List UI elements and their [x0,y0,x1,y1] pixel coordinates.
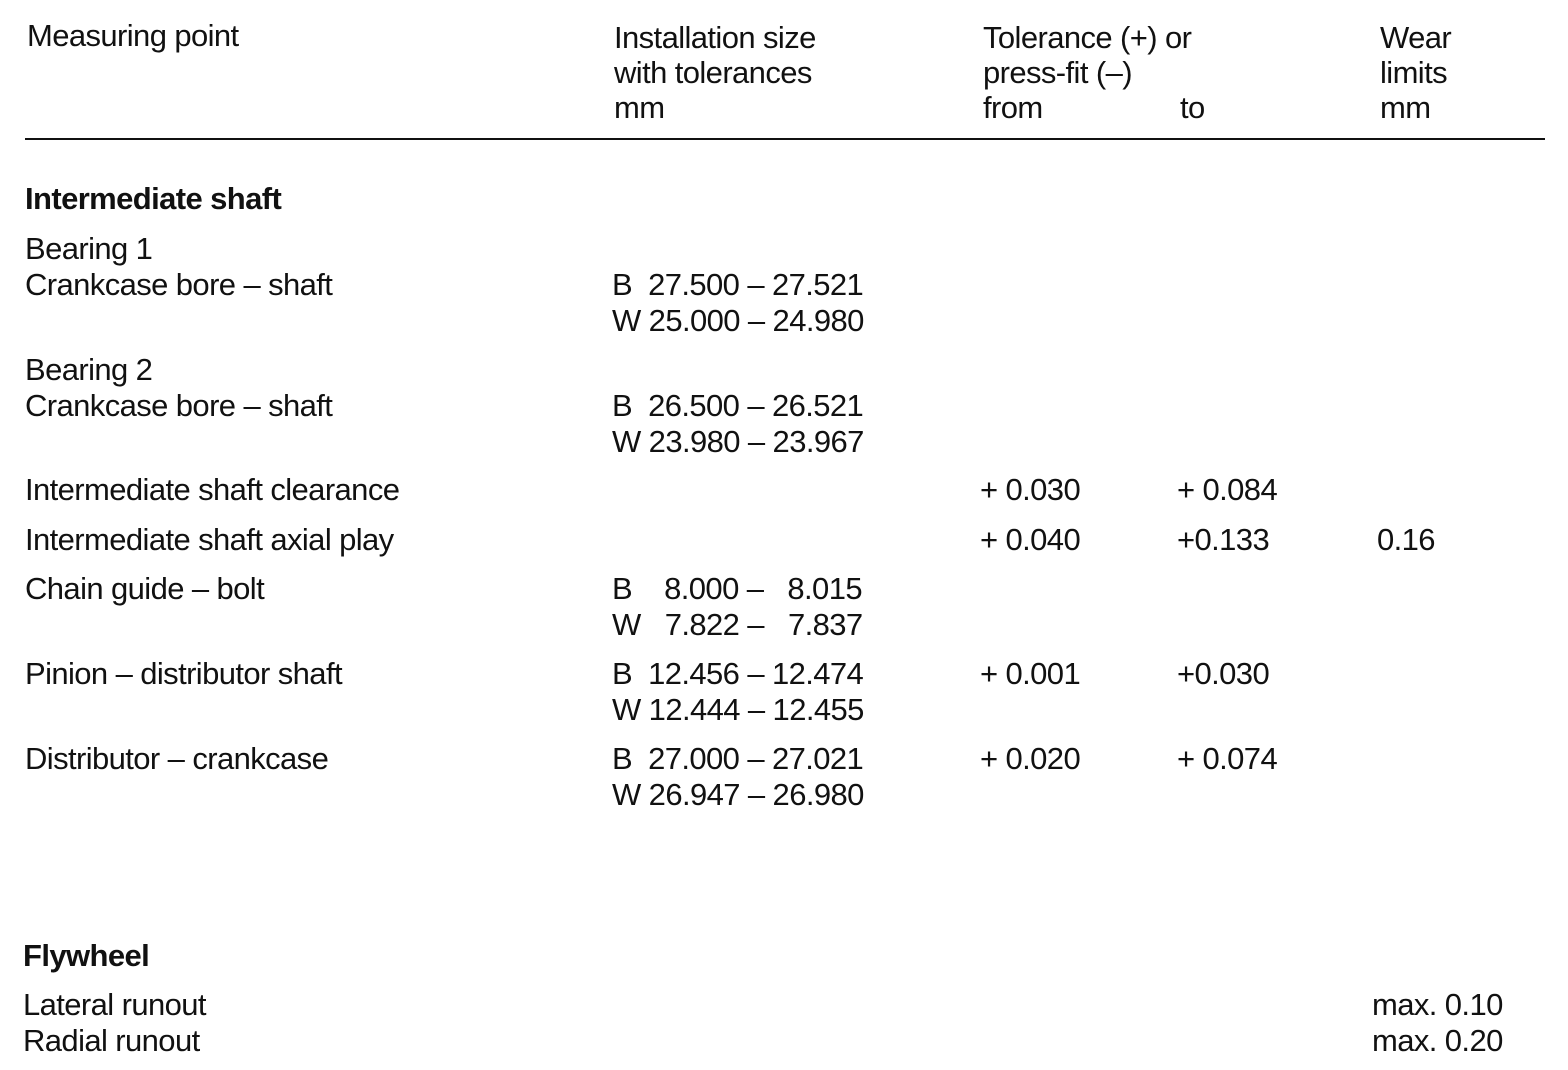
lateral-runout-label: Lateral runout [23,987,206,1022]
radial-runout-label: Radial runout [23,1023,200,1058]
pinion-size-b: B 12.456 – 12.474 [612,656,864,691]
header-measuring-point: Measuring point [27,18,239,53]
distributor-label: Distributor – crankcase [25,741,329,776]
header-mm: mm [614,90,665,125]
header-with-tolerances: with tolerances [614,55,812,90]
lateral-runout-wear: max. 0.10 [1372,987,1503,1022]
clearance-from: + 0.030 [980,472,1081,507]
pinion-to: +0.030 [1177,656,1270,691]
axial-play-from: + 0.040 [980,522,1081,557]
axial-play-to: +0.133 [1177,522,1270,557]
header-from: from [983,90,1043,125]
header-divider [25,138,1545,140]
axial-play-wear: 0.16 [1377,522,1435,557]
pinion-label: Pinion – distributor shaft [25,656,342,691]
clearance-to: + 0.084 [1177,472,1278,507]
bearing2-size-b: B 26.500 – 26.521 [612,388,864,423]
axial-play-label: Intermediate shaft axial play [25,522,394,557]
header-limits: limits [1380,55,1447,90]
header-wear-mm: mm [1380,90,1431,125]
bearing1-sublabel: Crankcase bore – shaft [25,267,333,302]
section-title-intermediate-shaft: Intermediate shaft [25,181,282,216]
chain-guide-size-b: B 8.000 – 8.015 [612,571,862,606]
bearing2-sublabel: Crankcase bore – shaft [25,388,333,423]
pinion-size-w: W 12.444 – 12.455 [612,692,864,727]
chain-guide-size-w: W 7.822 – 7.837 [612,607,863,642]
bearing2-label: Bearing 2 [25,352,153,387]
bearing2-size-w: W 23.980 – 23.967 [612,424,864,459]
pinion-from: + 0.001 [980,656,1081,691]
distributor-to: + 0.074 [1177,741,1278,776]
bearing1-size-w: W 25.000 – 24.980 [612,303,864,338]
distributor-size-w: W 26.947 – 26.980 [612,777,864,812]
distributor-size-b: B 27.000 – 27.021 [612,741,864,776]
chain-guide-label: Chain guide – bolt [25,571,265,606]
radial-runout-wear: max. 0.20 [1372,1023,1503,1058]
section-title-flywheel: Flywheel [23,938,150,973]
bearing1-size-b: B 27.500 – 27.521 [612,267,864,302]
header-wear: Wear [1380,20,1452,55]
clearance-label: Intermediate shaft clearance [25,472,400,507]
header-to: to [1180,90,1205,125]
header-installation-size: Installation size [614,20,816,55]
header-press-fit: press-fit (–) [983,55,1132,90]
bearing1-label: Bearing 1 [25,231,153,266]
distributor-from: + 0.020 [980,741,1081,776]
header-tolerance: Tolerance (+) or [983,20,1192,55]
